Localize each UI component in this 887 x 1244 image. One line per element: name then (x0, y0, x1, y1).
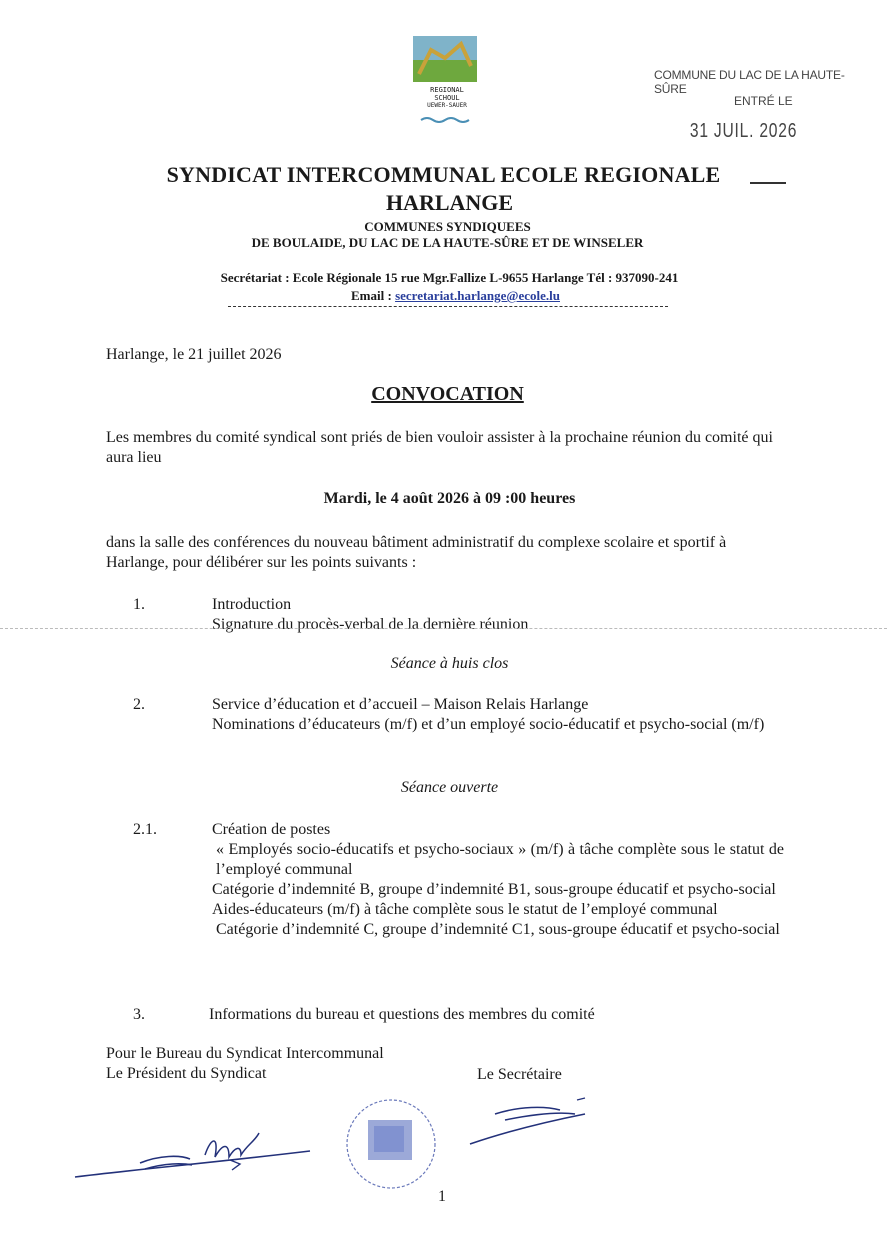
agenda-item-text: « Employés socio-éducatifs et psycho-sociaux » (m/f) à tâche complète sous le statut de l’employé communal (216, 841, 784, 878)
email-link[interactable]: secretariat.harlange@ecole.lu (395, 288, 560, 303)
agenda-item-text: Création de postes (212, 821, 331, 838)
scan-artifact-line (0, 628, 887, 629)
agenda-item-1 (212, 595, 784, 635)
agenda-item-text: Catégorie d’indemnité B, groupe d’indemnité B1, sous-groupe éducatif et psycho-social (212, 881, 776, 898)
agenda-number: 3. (133, 1006, 145, 1023)
received-stamp (654, 68, 864, 143)
logo-text-line2: SCHOUL (434, 94, 460, 102)
session-open-label: Séance ouverte (400, 779, 499, 796)
email-line (0, 288, 887, 304)
title-underline-mark (750, 182, 786, 184)
official-seal (336, 1096, 446, 1192)
agenda-item-text: Service d’éducation et d’accueil – Maison Relais Harlange (212, 696, 589, 713)
place-date: Harlange, le 21 juillet 2026 (106, 346, 282, 363)
session-closed-label: Séance à huis clos (390, 655, 509, 672)
intro-paragraph: Les membres du comité syndical sont priés de bien vouloir assister à la prochaine réunion du comité qui aura lieu (106, 429, 773, 466)
stamp-commune: COMMUNE DU LAC DE LA HAUTE-SÛRE (654, 68, 845, 96)
logo-text (427, 86, 467, 110)
regional-school-logo-icon (413, 36, 477, 126)
page-number: 1 (438, 1188, 446, 1205)
agenda-item-text: Introduction (212, 596, 292, 613)
school-logo (413, 36, 477, 126)
document-heading: CONVOCATION (371, 383, 524, 405)
president-signature-icon (70, 1115, 320, 1185)
logo-text-line1: REGIONAL (430, 86, 464, 94)
seal-icon (336, 1096, 446, 1192)
communes-list: DE BOULAIDE, DU LAC DE LA HAUTE-SÛRE ET DE WINSELER (251, 235, 644, 250)
signature-org: Pour le Bureau du Syndicat Intercommunal (106, 1045, 384, 1062)
location-paragraph: dans la salle des conférences du nouveau bâtiment administratif du complexe scolaire et sportif à Harlange, pour délibérer sur les points suivants : (106, 534, 727, 571)
agenda-number: 1. (133, 596, 145, 613)
agenda-number: 2.1. (133, 821, 157, 838)
agenda-item-2-1 (212, 820, 784, 940)
org-title: SYNDICAT INTERCOMMUNAL ECOLE REGIONALE (166, 162, 721, 187)
signature-block-president (106, 1044, 384, 1084)
logo-text-line3: UEWER-SAUER (427, 102, 467, 109)
signature-role: Le Président du Syndicat (106, 1065, 267, 1082)
secretariat-address: Secrétariat : Ecole Régionale 15 rue Mgr.Fallize L-9655 Harlange Tél : 937090-241 (220, 270, 679, 285)
communes-heading: COMMUNES SYNDIQUEES (364, 219, 531, 234)
agenda-number: 2. (133, 696, 145, 713)
agenda-item-text: Signature du procès-verbal de la dernière réunion (212, 616, 529, 633)
meeting-date: Mardi, le 4 août 2026 à 09 :00 heures (323, 490, 576, 507)
agenda-item-text: Nominations d’éducateurs (m/f) et d’un employé socio-éducatif et psycho-social (m/f) (212, 716, 765, 733)
agenda-item-3: Informations du bureau et questions des membres du comité (209, 1006, 595, 1023)
agenda-item-text: Aides-éducateurs (m/f) à tâche complète sous le statut de l’employé communal (212, 901, 718, 918)
header-divider (228, 306, 668, 307)
secretary-signature-icon (465, 1092, 595, 1152)
email-label: Email : (351, 288, 396, 303)
agenda-item-2 (212, 695, 784, 735)
stamp-entered: ENTRÉ LE (734, 94, 793, 108)
agenda-item-text: Catégorie d’indemnité C, groupe d’indemnité C1, sous-groupe éducatif et psycho-social (216, 921, 780, 938)
org-title-city: HARLANGE (385, 190, 514, 215)
signature-role-secretary: Le Secrétaire (477, 1066, 562, 1083)
stamp-date: 31 JUIL. 2026 (689, 120, 798, 142)
